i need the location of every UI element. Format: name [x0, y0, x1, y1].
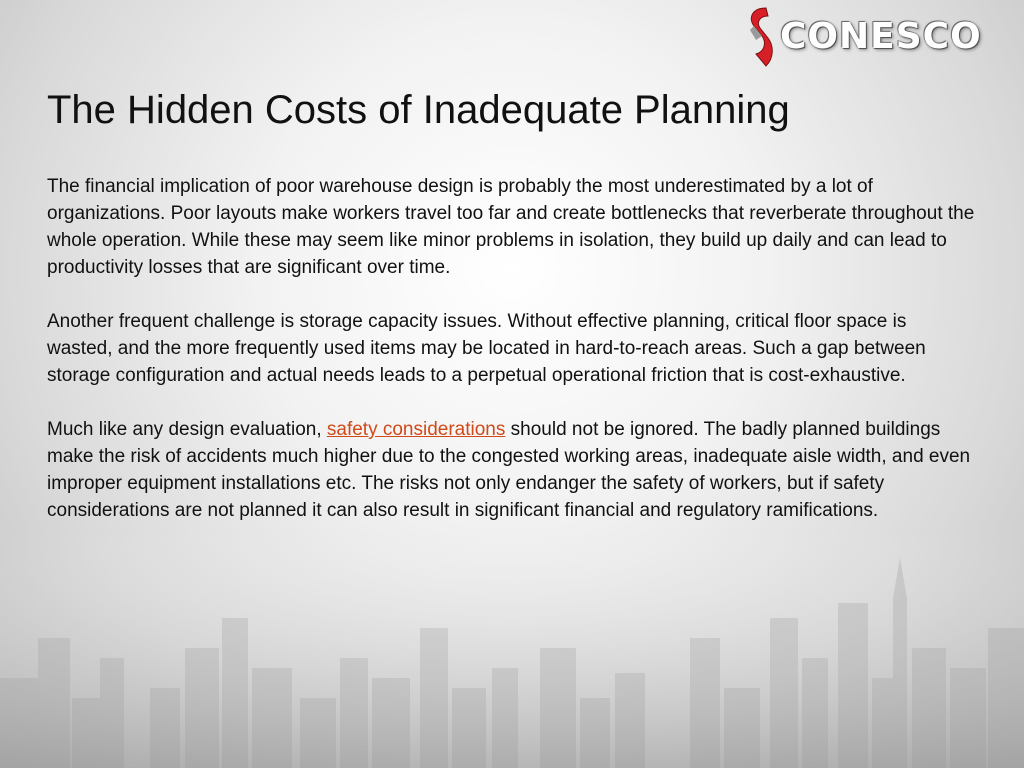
city-skyline-icon [0, 528, 1024, 768]
paragraph-safety [47, 416, 977, 524]
paragraph-safety-rest: should not be ignored. The badly planned buildings make the risk of accidents much higher due to the congested working areas, inadequate aisle width, and even improper equipment installations etc. The risks not only endanger the safety of workers, but if safety considerations are not planned it can also result in significant financial and regulatory ramifications. [47, 419, 971, 521]
paragraph-financial: The financial implication of poor warehouse design is probably the most underestimated by a lot of organizations. Poor layouts make workers travel too far and create bottlenecks that reverberate throughout the whole operation. While these may seem like minor problems in isolation, they build up daily and can lead to productivity losses that are significant over time. [47, 176, 975, 278]
paragraph-safety-intro: Much like any design evaluation, [47, 419, 327, 440]
brand-name: CONESCO [780, 16, 982, 57]
paragraph-storage: Another frequent challenge is storage capacity issues. Without effective planning, critical floor space is wasted, and the more frequently used items may be located in hard-to-reach areas. Such a gap between storage configuration and actual needs leads to a perpetual operational friction that is cost-exhaustive. [47, 311, 926, 386]
s-mark-icon [742, 4, 776, 70]
conesco-logo [742, 4, 1012, 70]
slide-content [47, 84, 977, 524]
slide-title: The Hidden Costs of Inadequate Planning [47, 88, 790, 132]
safety-considerations-link[interactable]: safety considerations [326, 419, 506, 440]
